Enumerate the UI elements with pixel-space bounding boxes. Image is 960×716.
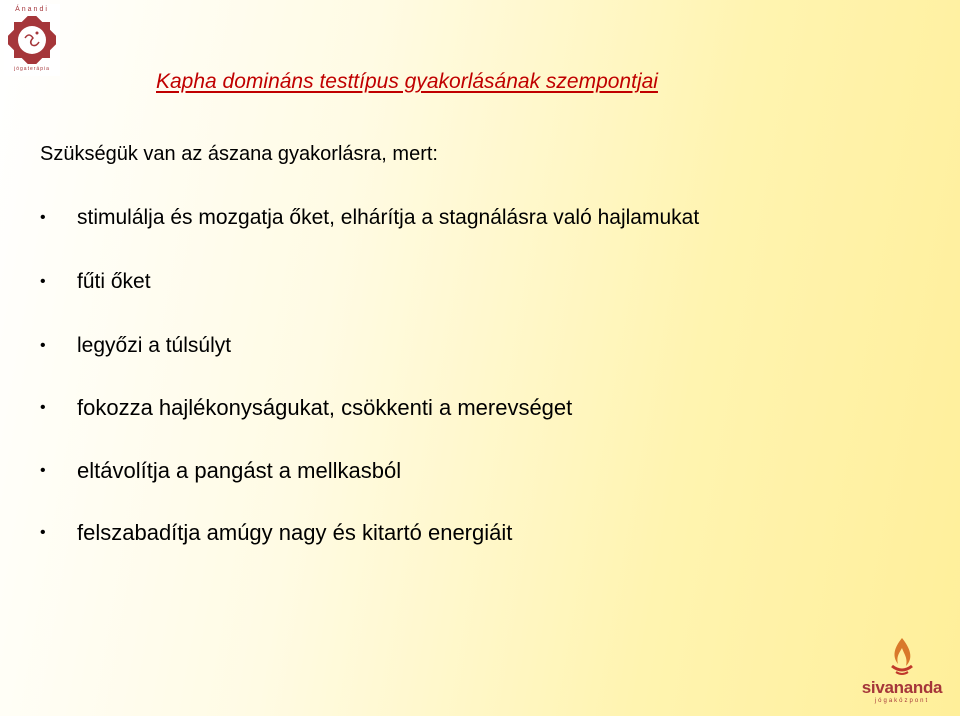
om-seal-icon (8, 16, 56, 64)
page-title: Kapha domináns testtípus gyakorlásának szempontjai (156, 70, 658, 93)
intro-text: Szükségük van az ászana gyakorlásra, mert: (40, 143, 438, 165)
anandi-sub-text: jógaterápia (14, 66, 50, 72)
bullet-dot: • (40, 337, 46, 354)
list-item-text: fűti őket (77, 270, 151, 293)
list-item-text: legyőzi a túlsúlyt (77, 334, 232, 357)
list-item-text: eltávolítja a pangást a mellkasból (77, 458, 402, 483)
bullet-dot: • (40, 399, 46, 416)
bullet-dot: • (40, 273, 46, 290)
anandi-logo (4, 4, 60, 76)
flame-icon (888, 636, 916, 676)
list-item-text: felszabadítja amúgy nagy és kitartó energiáit (77, 520, 513, 545)
anandi-brand-text: Ánandi (15, 6, 49, 13)
bullet-dot: • (40, 462, 46, 479)
list-item-text: fokozza hajlékonyságukat, csökkenti a merevséget (77, 395, 573, 420)
bullet-dot: • (40, 524, 46, 541)
bullet-dot: • (40, 209, 46, 226)
sivananda-sub-text: jógaközpont (874, 698, 930, 704)
sivananda-logo (850, 636, 954, 712)
list-item-text: stimulálja és mozgatja őket, elhárítja a stagnálásra való hajlamukat (77, 206, 700, 229)
sivananda-brand-text: sivananda (861, 678, 943, 697)
